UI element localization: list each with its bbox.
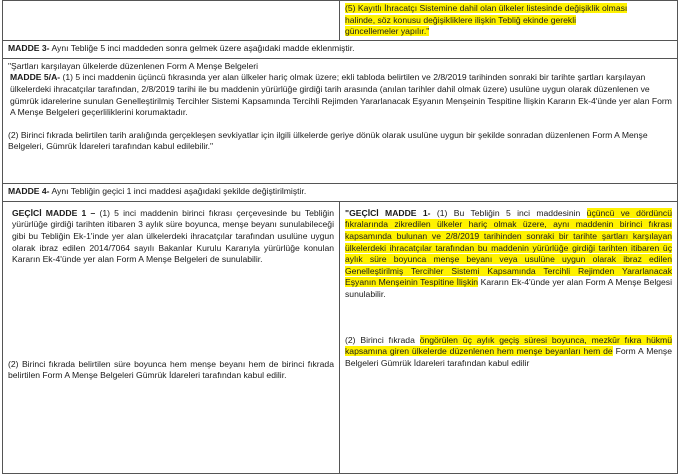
madde5a-heading: "Şartları karşılayan ülkelerde düzenlenen Form A Menşe Belgeleri <box>8 60 259 71</box>
highlight-text: güncellemeler yapılır." <box>345 26 430 37</box>
madde5a-text: (1) 5 inci maddenin üçüncü fıkrasında yer alan ülkeler hariç olmak üzere; ekli tabloda belirtilen ve 2/8/2019 tarihinden sonraki bir tarihte şartları karşılayan ülkelerdeki ihracatçılar tarafından, 2/8/2019 tarihi ile bu maddenin yürürlüğe girdiği tarih arasında (anılan tarihler dahil olmak üzere) usulüne uygun olarak düzenlenen ve gümrük idarelerine sunulan Genelleştirilmiş Tercihler Sistemi Kapsamında Tercihli Rejimden Yararlanacak Eşyanın Menşeinin Tespitine İlişkin Kararın Ek-4'ünde yer alan Form A Menşe Belgeleri geçerliliklerini korumaktadır. <box>10 72 672 118</box>
old-text-cell <box>3 201 340 473</box>
highlight-text: öngörülen üç aylık geçiş süresi boyunca, mezkûr fıkra hükmü kapsamına giren ülkelerde düzenlenen hem menşe beyanları hem de <box>345 334 672 357</box>
madde3-cell <box>3 40 678 58</box>
madde5a-paragraph-1 <box>8 72 672 118</box>
new-p1-text: (1) Bu Tebliğin 5 inci maddesinin <box>430 207 587 218</box>
new-p1-text-end: Kararın Ek-4'ünde yer alan Form A Menşe Belgesi sunulabilir. <box>345 277 672 299</box>
old-paragraph-2: (2) Birinci fıkrada belirtilen süre boyunca hem menşe beyanı hem de birinci fıkrada belirtilen Form A Menşe Belgeleri Gümrük İdareleri tarafından kabul edilir. <box>8 358 334 381</box>
old-label: GEÇİCİ MADDE 1 – <box>12 207 96 218</box>
madde4-text: Aynı Tebliğin geçici 1 inci maddesi aşağıdaki şekilde değiştirilmiştir. <box>49 185 307 196</box>
old-paragraph-1 <box>8 208 334 266</box>
top-left-cell <box>3 1 340 41</box>
old-p1-text: (1) 5 inci maddenin birinci fıkrası çerçevesinde bu Tebliğin yürürlüğe girdiği tarihten itibaren 3 aylık süre boyunca, menşe beyanı sunulabileceği gibi bu Tebliğin Ek-1'inde yer alan ülkelerdeki ihracatçılar tarafından usulüne uygun olarak ibraz edilen 2014/7064 sayılı Bakanlar Kurulu Kararıyla yürürlüğe konulan Kararın Ek-4'ünde yer alan Form A Menşe Belgeleri de sunulabilir. <box>12 207 334 265</box>
new-text-cell <box>340 201 678 473</box>
top-right-cell <box>340 1 678 41</box>
madde4-row <box>3 183 678 201</box>
highlight-text: (5) Kayıtlı İhracatçı Sistemine dahil olan ülkeler listesinde değişiklik olması <box>345 3 628 13</box>
gecici-madde-row <box>3 201 678 473</box>
madde5a-label: MADDE 5/A- <box>10 72 61 83</box>
new-paragraph-1 <box>345 208 672 301</box>
madde5a-row <box>3 58 678 183</box>
new-p2-text-end: Form A Menşe Belgeleri Gümrük İdareleri tarafından kabul edilir <box>345 346 672 368</box>
madde3-row <box>3 40 678 58</box>
top-row <box>3 1 678 41</box>
madde4-cell <box>3 183 678 201</box>
madde3-text: Aynı Tebliğe 5 inci maddeden sonra gelmek üzere aşağıdaki madde eklenmiştir. <box>49 42 355 53</box>
highlight-text: üçüncü ve dördüncü fıkralarında zikredilen ülkeler hariç olmak üzere, aynı maddenin birinci fıkrası kapsamında bulunan ve 2/8/2019 tarihinden sonraki bir tarihte şartları karşılayan ülkelerdeki ihracatçılar tarafından bu maddenin yürürlüğe girdiği tarihten itibaren üç aylık süre boyunca menşe beyanı veya usulüne uygun olarak ibraz edilen Genelleştirilmiş Tercihler Sistemi Kapsamında Tercihli Rejimden Yararlanacak Eşyanın Menşeinin Tespitine İlişkin <box>345 207 673 288</box>
madde5a-paragraph-2: (2) Birinci fıkrada belirtilen tarih aralığında gerçekleşen sevkiyatlar için ilgili ülkelerde geriye dönük olarak usulüne uygun bir şekilde sonradan düzenlenen Form A Menşe Belgeleri, Gümrük İdareleri tarafından kabul edilebilir." <box>8 129 648 152</box>
new-paragraph-2 <box>345 335 672 370</box>
highlight-text: halinde, söz konusu değişikliklere ilişkin Tebliğ ekinde gerekli <box>345 14 577 25</box>
madde3-label: MADDE 3- <box>8 42 50 53</box>
madde4-label: MADDE 4- <box>8 185 50 196</box>
comparison-table <box>2 0 678 474</box>
new-p2-text: (2) Birinci fıkrada <box>345 334 420 345</box>
new-label: "GEÇİCİ MADDE 1- <box>345 207 431 218</box>
madde5a-cell <box>3 58 678 183</box>
